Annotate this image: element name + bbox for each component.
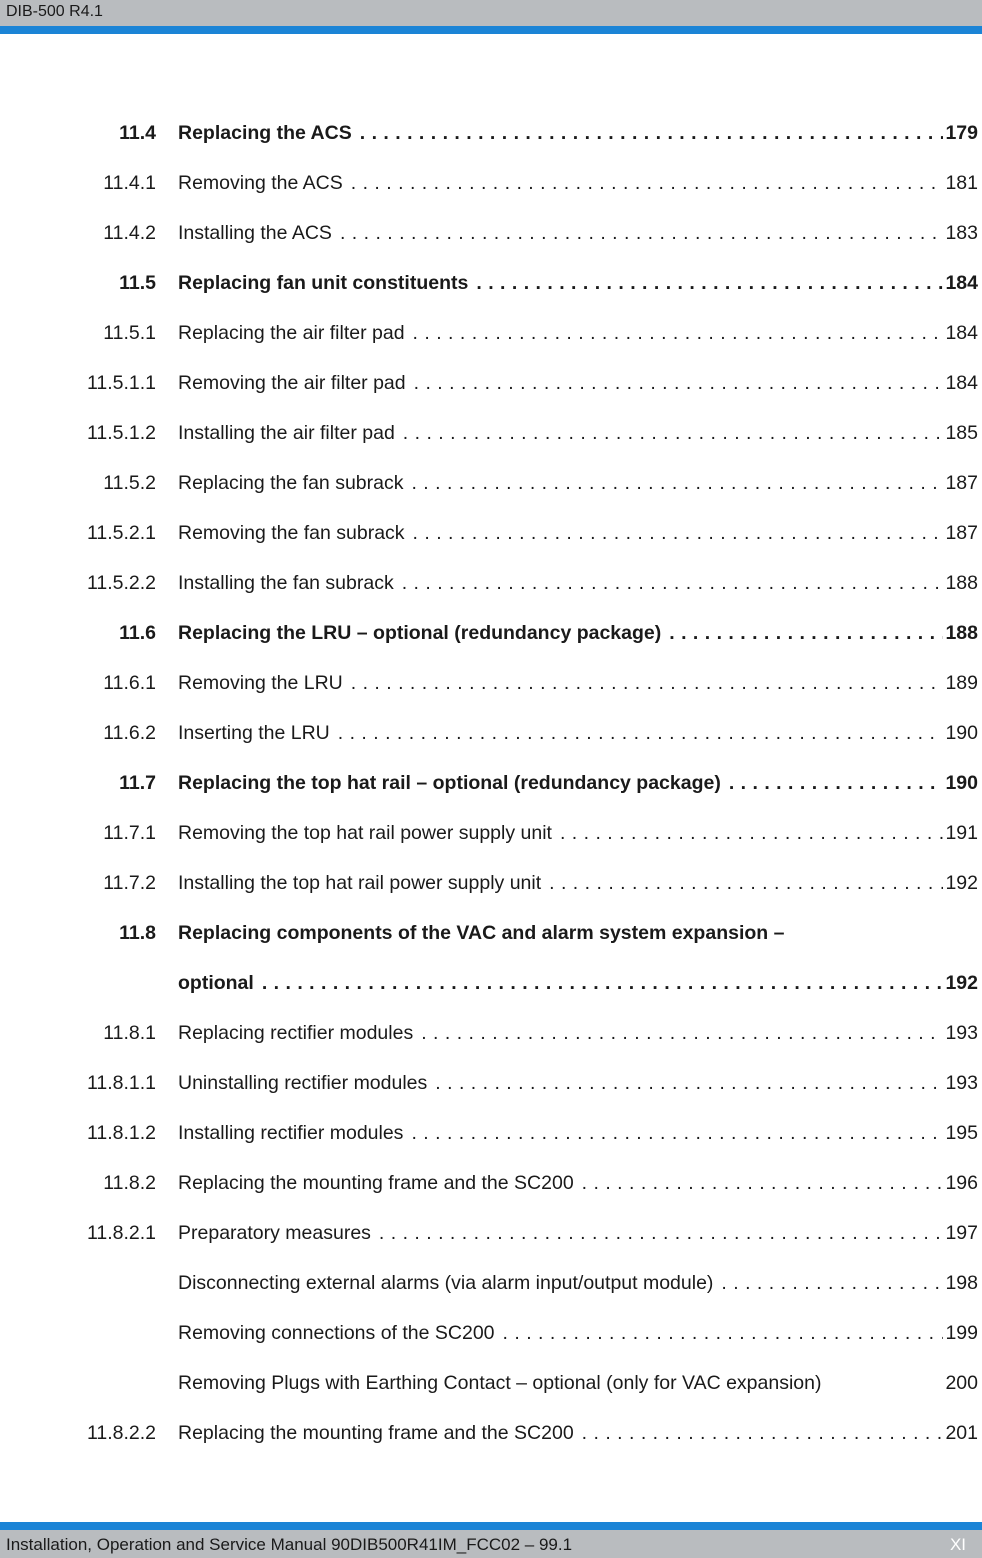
- toc-entry-page: 193: [945, 1022, 978, 1044]
- dot-leader: [379, 1208, 944, 1258]
- dot-leader: [503, 1308, 944, 1358]
- toc-entry-number: 11.6.2: [103, 722, 156, 744]
- toc-entry-number: 11.5.2: [103, 472, 156, 494]
- toc-entry-title: Removing the LRU: [178, 672, 343, 694]
- toc-entry-title: Replacing the fan subrack: [178, 472, 404, 494]
- toc-entry-line: [178, 208, 978, 258]
- toc-entry-title: Uninstalling rectifier modules: [178, 1072, 428, 1094]
- toc-entry-title: Replacing the mounting frame and the SC200: [178, 1422, 574, 1444]
- toc-entry-page: 185: [945, 422, 978, 444]
- toc-entry-page: 179: [945, 122, 978, 144]
- page-header: [0, 0, 982, 26]
- toc-entry[interactable]: [0, 308, 982, 358]
- toc-entry-page: 184: [945, 372, 978, 394]
- toc-entry-number: 11.5.1.2: [86, 422, 156, 444]
- toc-entry-title: Replacing rectifier modules: [178, 1022, 414, 1044]
- toc-entry-number: 11.6: [119, 622, 156, 644]
- toc-entry-title: Replacing the LRU – optional (redundancy package): [178, 622, 662, 644]
- dot-leader: [435, 1058, 943, 1108]
- toc-entry[interactable]: [0, 808, 982, 858]
- toc-entry-line: [178, 1058, 978, 1108]
- toc-entry-title: Removing the ACS: [178, 172, 343, 194]
- toc-entry-title: Removing the top hat rail power supply unit: [178, 822, 552, 844]
- toc-entry-line: [178, 158, 978, 208]
- toc-entry-page: 187: [945, 522, 978, 544]
- toc-entry[interactable]: [0, 608, 982, 658]
- toc-entry-page: 188: [945, 572, 978, 594]
- dot-leader: [360, 108, 944, 158]
- toc-entry-line: [178, 708, 978, 758]
- toc-entry-page: 201: [945, 1422, 978, 1444]
- dot-leader: [560, 808, 943, 858]
- toc-entry[interactable]: [0, 1008, 982, 1058]
- toc-entry-number: 11.5.1: [103, 322, 156, 344]
- toc-entry-page: 196: [945, 1172, 978, 1194]
- toc-entry[interactable]: [0, 158, 982, 208]
- toc-entry-number: 11.5: [119, 272, 156, 294]
- dot-leader: [729, 758, 944, 808]
- toc-entry[interactable]: [0, 658, 982, 708]
- toc-entry[interactable]: [0, 358, 982, 408]
- toc-entry-line: [178, 458, 978, 508]
- toc-entry-line: [178, 1108, 978, 1158]
- toc-entry[interactable]: [0, 458, 982, 508]
- toc-entry[interactable]: [0, 758, 982, 808]
- page-footer: [0, 1530, 982, 1558]
- toc-entry-page: 193: [945, 1072, 978, 1094]
- table-of-contents: [0, 108, 982, 1458]
- toc-entry[interactable]: [0, 1108, 982, 1158]
- toc-entry[interactable]: [0, 208, 982, 258]
- header-rule: [0, 26, 982, 34]
- dot-leader: [582, 1158, 944, 1208]
- toc-entry-line: [178, 1308, 978, 1358]
- toc-entry-number: 11.8.2: [103, 1172, 156, 1194]
- toc-entry-page: 184: [945, 272, 978, 294]
- toc-entry-number: 11.8: [119, 922, 156, 944]
- toc-entry-number: 11.4.1: [103, 172, 156, 194]
- toc-entry-page: 187: [945, 472, 978, 494]
- dot-leader: [411, 1108, 943, 1158]
- footer-rule: [0, 1522, 982, 1530]
- toc-entry-number: 11.8.1: [103, 1022, 156, 1044]
- toc-entry[interactable]: [0, 258, 982, 308]
- toc-entry-title: Replacing the top hat rail – optional (redundancy package): [178, 772, 721, 794]
- toc-entry-page: 183: [945, 222, 978, 244]
- toc-entry-page: 190: [945, 772, 978, 794]
- toc-entry-number: 11.6.1: [103, 672, 156, 694]
- toc-entry[interactable]: [0, 1258, 982, 1308]
- toc-entry[interactable]: [0, 958, 982, 1008]
- toc-entry-page: 192: [945, 872, 978, 894]
- toc-entry-title: Replacing the mounting frame and the SC200: [178, 1172, 574, 1194]
- toc-entry[interactable]: [0, 1158, 982, 1208]
- toc-entry-line: [178, 258, 978, 308]
- dot-leader: [413, 308, 944, 358]
- toc-entry-number: 11.5.2.1: [86, 522, 156, 544]
- toc-entry-line: [178, 658, 978, 708]
- toc-entry-title: Removing the fan subrack: [178, 522, 405, 544]
- toc-entry[interactable]: [0, 1308, 982, 1358]
- toc-entry[interactable]: [0, 908, 982, 958]
- toc-entry-line: [178, 758, 978, 808]
- dot-leader: [413, 508, 944, 558]
- toc-entry-line: [178, 1158, 978, 1208]
- toc-entry-page: 181: [945, 172, 978, 194]
- toc-entry[interactable]: [0, 1408, 982, 1458]
- toc-entry-title: Installing the top hat rail power supply unit: [178, 872, 542, 894]
- toc-entry-title: Replacing the ACS: [178, 122, 352, 144]
- toc-entry-page: 188: [945, 622, 978, 644]
- dot-leader: [549, 858, 943, 908]
- footer-page-number: XI: [949, 1535, 966, 1554]
- toc-entry[interactable]: [0, 1208, 982, 1258]
- toc-entry-title: optional: [178, 972, 254, 994]
- toc-entry-title: Removing connections of the SC200: [178, 1322, 495, 1344]
- dot-leader: [721, 1258, 943, 1308]
- toc-entry-number: 11.4.2: [103, 222, 156, 244]
- toc-entry-title: Preparatory measures: [178, 1222, 371, 1244]
- toc-entry-title: Inserting the LRU: [178, 722, 330, 744]
- dot-leader: [402, 558, 944, 608]
- toc-entry-page: 195: [945, 1122, 978, 1144]
- dot-leader: [351, 158, 944, 208]
- document-title: DIB-500 R4.1: [6, 3, 103, 20]
- toc-entry-title: Removing Plugs with Earthing Contact – optional (only for VAC expansion): [178, 1372, 822, 1394]
- toc-entry-number: 11.8.2.2: [86, 1422, 156, 1444]
- dot-leader: [262, 958, 944, 1008]
- toc-entry-line: [178, 408, 978, 458]
- dot-leader: [411, 458, 943, 508]
- toc-entry-page: 189: [945, 672, 978, 694]
- dot-leader: [403, 408, 944, 458]
- toc-entry-line: [178, 1258, 978, 1308]
- toc-entry-number: 11.8.1.2: [86, 1122, 156, 1144]
- toc-entry-number: 11.5.1.1: [86, 372, 156, 394]
- toc-entry-number: 11.7.2: [103, 872, 156, 894]
- toc-entry-number: 11.5.2.2: [86, 572, 156, 594]
- toc-entry-line: [178, 358, 978, 408]
- toc-entry[interactable]: [0, 108, 982, 158]
- toc-entry-line: [178, 608, 978, 658]
- toc-entry[interactable]: [0, 1058, 982, 1108]
- toc-entry-number: 11.7.1: [103, 822, 156, 844]
- toc-entry[interactable]: [0, 508, 982, 558]
- dot-leader: [338, 708, 944, 758]
- toc-entry-number: 11.4: [119, 122, 156, 144]
- toc-entry-line: [178, 958, 978, 1008]
- toc-entry-page: 200: [945, 1372, 978, 1394]
- toc-entry-line: [178, 308, 978, 358]
- toc-entry-title: Installing rectifier modules: [178, 1122, 404, 1144]
- toc-entry[interactable]: [0, 408, 982, 458]
- footer-manual-title: Installation, Operation and Service Manual 90DIB500R41IM_FCC02 – 99.1: [6, 1535, 573, 1554]
- toc-entry[interactable]: [0, 708, 982, 758]
- toc-entry[interactable]: [0, 1358, 982, 1408]
- toc-entry-line: [178, 558, 978, 608]
- toc-entry-line: [178, 508, 978, 558]
- toc-entry-title: Installing the air filter pad: [178, 422, 395, 444]
- toc-entry[interactable]: [0, 558, 982, 608]
- toc-entry-line: [178, 1008, 978, 1058]
- toc-entry-page: 199: [945, 1322, 978, 1344]
- toc-entry-line: [178, 1358, 978, 1408]
- dot-leader: [414, 358, 944, 408]
- toc-entry-page: 198: [945, 1272, 978, 1294]
- toc-entry-line: [178, 858, 978, 908]
- toc-entry-title: Removing the air filter pad: [178, 372, 406, 394]
- toc-entry-title: Installing the ACS: [178, 222, 332, 244]
- dot-leader: [669, 608, 943, 658]
- dot-leader: [340, 208, 944, 258]
- toc-entry-number: 11.8.1.1: [86, 1072, 156, 1094]
- toc-entry-page: 192: [945, 972, 978, 994]
- toc-entry-page: 191: [945, 822, 978, 844]
- dot-leader: [582, 1408, 944, 1458]
- toc-entry-line: [178, 1408, 978, 1458]
- toc-entry-page: 190: [945, 722, 978, 744]
- toc-entry-line: [178, 108, 978, 158]
- toc-entry-line: [178, 808, 978, 858]
- toc-entry-title: Disconnecting external alarms (via alarm input/output module): [178, 1272, 714, 1294]
- toc-entry-page: 184: [945, 322, 978, 344]
- dot-leader: [421, 1008, 943, 1058]
- toc-entry-line: [178, 1208, 978, 1258]
- toc-entry[interactable]: [0, 858, 982, 908]
- toc-entry-line: [178, 908, 978, 958]
- dot-leader: [351, 658, 944, 708]
- toc-entry-number: 11.8.2.1: [86, 1222, 156, 1244]
- toc-entry-title: Replacing components of the VAC and alarm system expansion –: [178, 922, 785, 944]
- toc-entry-page: 197: [945, 1222, 978, 1244]
- toc-entry-title: Replacing the air filter pad: [178, 322, 405, 344]
- toc-entry-title: Replacing fan unit constituents: [178, 272, 469, 294]
- toc-entry-title: Installing the fan subrack: [178, 572, 394, 594]
- toc-entry-number: 11.7: [119, 772, 156, 794]
- dot-leader: [476, 258, 943, 308]
